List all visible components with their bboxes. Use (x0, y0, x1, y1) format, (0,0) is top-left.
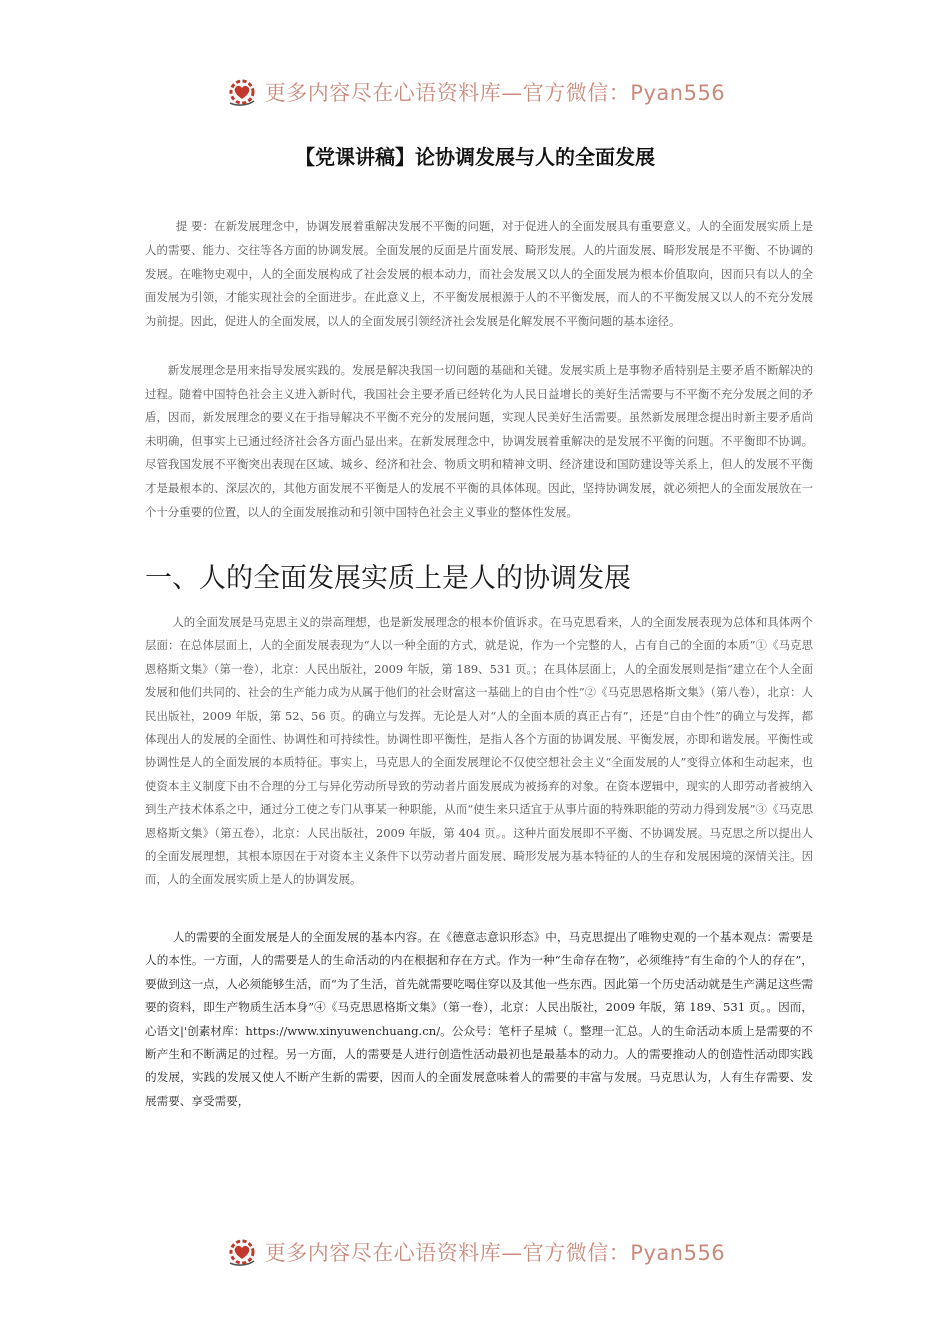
body-paragraph: 人的需要的全面发展是人的全面发展的基本内容。在《德意志意识形态》中，马克思提出了唯物史观的一个基本观点：需要是人的本性。一方面，人的需要是人的生命活动的内在根据和存在方式。作为一种“生命存在物”，必须维持“有生命的个人的存在”，要做到这一点，人必须能够生活，而“为了生活，首先就需要吃喝住穿以及其他一些东西。因此第一个历史活动就是生产满足这些需要的资料，即生产物质生活本身”④《马克思恩格斯文集》（第一卷），北京：人民出版社，2009 年版，第 189、531 页。。因而，心语文|'创素材库：https://www.xinyuwenchuang.cn/。公众号：笔杆子星城（。整理一汇总。人的生命活动本质上是需要的不断产生和不断满足的过程。另一方面，人的需要是人进行创造性活动最初也是最基本的动力。人的需要推动人的创造性活动即实践的发展，实践的发展又使人不断产生新的需要，因而人的全面发展意味着人的需要的丰富与发展。马克思认为，人有生存需要、发展需要、享受需要， (145, 930, 813, 1108)
section-heading: 一、人的全面发展实质上是人的协调发展 (145, 563, 631, 594)
body-paragraph: 人的全面发展是马克思主义的崇高理想，也是新发展理念的根本价值诉求。在马克思看来，人的全面发展表现为总体和具体两个层面：在总体层面上，人的全面发展表现为“人以一种全面的方式，就是说，作为一个完整的人，占有自己的全面的本质”①《马克思恩格斯文集》（第一卷），北京：人民出版社，2009 年版，第 189、531 页。；在具体层面上，人的全面发展则是指“建立在个人全面发展和他们共同的、社会的生产能力成为从属于他们的社会财富这一基础上的自由个性”②《马克思恩格斯文集》（第八卷），北京：人民出版社，2009 年版，第 52、56 页。的确立与发挥。无论是人对“人的全面本质的真正占有”，还是“自由个性”的确立与发挥，都体现出人的发展的全面性、协调性和可持续性。协调性即平衡性，是指人各个方面的协调发展、平衡发展，亦即和谐发展。平衡性或协调性是人的全面发展的本质特征。事实上，马克思人的全面发展理论不仅使空想社会主义“全面发展的人”变得立体和生动起来，也使资本主义制度下由不合理的分工与异化劳动所导致的劳动者片面发展成为被扬弃的对象。在资本逻辑中，现实的人即劳动者被纳入到生产技术体系之中，通过分工使之专门从事某一种职能，从而“使生来只适宜于从事片面的特殊职能的劳动力得到发展”③《马克思恩格斯文集》（第五卷），北京：人民出版社，2009 年版，第 404 页。。这种片面发展即不平衡、不协调发展。马克思之所以提出人的全面发展理想，其根本原因在于对资本主义条件下以劳动者片面发展、畸形发展为基本特征的人的生存和发展困境的深情关注。因而，人的全面发展实质上是人的协调发展。 (145, 615, 813, 887)
banner-text: 更多内容尽在心语资料库—官方微信：Pyan556 (264, 81, 726, 105)
footer-banner (0, 1232, 950, 1272)
document-title: 【党课讲稿】论协调发展与人的全面发展 (295, 145, 655, 170)
header-banner (0, 72, 950, 112)
heart-gear-logo-icon (225, 1235, 259, 1269)
abstract-paragraph: 提 要：在新发展理念中，协调发展着重解决发展不平衡的问题，对于促进人的全面发展具有重要意义。人的全面发展实质上是人的需要、能力、交往等各方面的协调发展。全面发展的反面是片面发展、畸形发展。人的片面发展、畸形发展是不平衡、不协调的发展。在唯物史观中，人的全面发展构成了社会发展的根本动力，而社会发展又以人的全面发展为根本价值取向，因而只有以人的全面发展为引领，才能实现社会的全面进步。在此意义上，不平衡发展根源于人的不平衡发展，而人的不平衡发展又以人的不充分发展为前提。因此，促进人的全面发展，以人的全面发展引领经济社会发展是化解发展不平衡问题的基本途径。 (145, 219, 813, 329)
heart-gear-logo-icon (225, 75, 259, 109)
intro-paragraph: 新发展理念是用来指导发展实践的。发展是解决我国一切问题的基础和关键。发展实质上是事物矛盾特别是主要矛盾不断解决的过程。随着中国特色社会主义进入新时代，我国社会主要矛盾已经转化为人民日益增长的美好生活需要与不平衡不充分发展之间的矛盾，因而，新发展理念的要义在于指导解决不平衡不充分的发展问题，实现人民美好生活需要。虽然新发展理念提出时新主要矛盾尚未明确，但事实上已通过经济社会各方面凸显出来。在新发展理念中，协调发展着重解决的是发展不平衡的问题。不平衡即不协调。尽管我国发展不平衡突出表现在区域、城乡、经济和社会、物质文明和精神文明、经济建设和国防建设等关系上，但人的发展不平衡才是最根本的、深层次的，其他方面发展不平衡是人的发展不平衡的具体体现。因此，坚持协调发展，就必须把人的全面发展放在一个十分重要的位置，以人的全面发展推动和引领中国特色社会主义事业的整体性发展。 (145, 363, 813, 519)
banner-text: 更多内容尽在心语资料库—官方微信：Pyan556 (264, 1241, 726, 1265)
